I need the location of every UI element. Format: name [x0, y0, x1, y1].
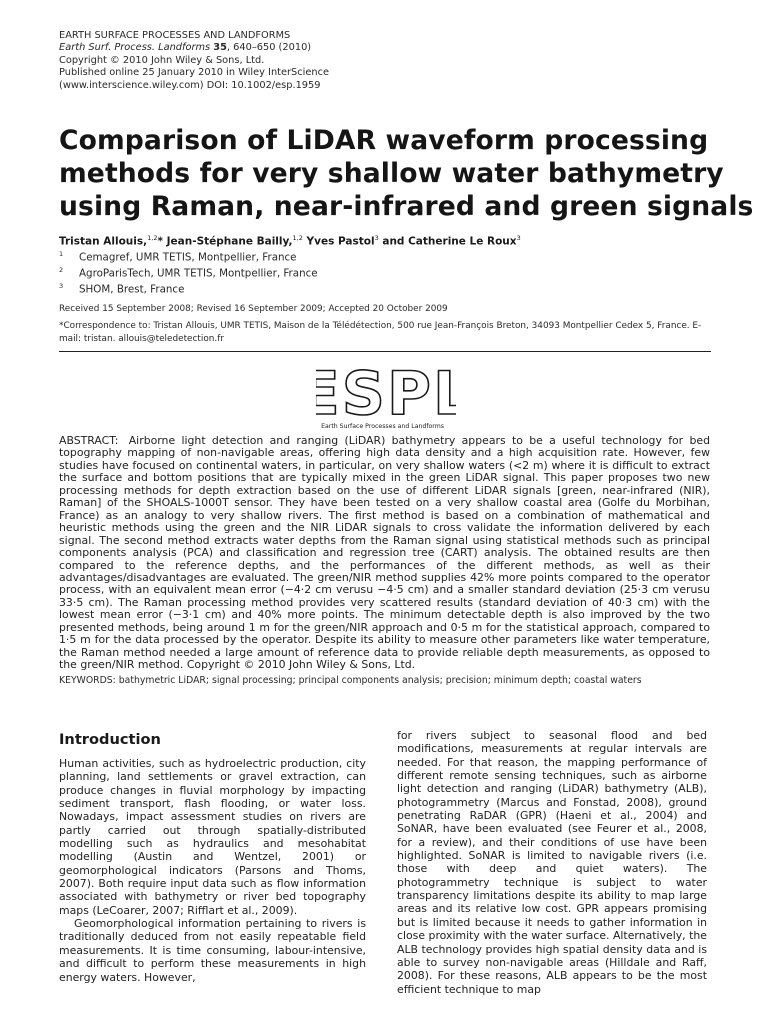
- author-affil-sup: 1,2: [292, 234, 303, 242]
- author-name: Yves Pastol: [302, 235, 375, 248]
- paragraph: Human activities, such as hydroelectric production, city planning, land settlements or gravel extraction, can produce changes in fluvial morphology by impacting sediment transport, flash flooding, or water loss. Nowadays, impact assessment studies on rivers are partly carried out through spatially-distributed modelling such as hydraulics and mesohabitat modelling (Austin and Wentzel, 2001) or geomorphological indicators (Parsons and Thoms, 2007). Both require input data such as flow information associated with bathymetry or river bed topography maps (LeCoarer, 2007; Rifflart et al., 2009).: [59, 757, 366, 917]
- keywords: [59, 675, 642, 686]
- journal-name: EARTH SURFACE PROCESSES AND LANDFORMS: [59, 30, 291, 41]
- author-name: Tristan Allouis,: [59, 235, 148, 248]
- abstract: [59, 435, 710, 672]
- paragraph: for rivers subject to seasonal flood and bed modifications, measurements at regular intervals are needed. For that reason, the mapping performance of different remote sensing techniques, such as airborne light detection and ranging (LiDAR) bathymetry (ALB), photogrammetry (Marcus and Fonstad, 2008), ground penetrating RaDAR (GPR) (Haeni et al., 2004) and SoNAR, have been evaluated (see Feurer et al., 2008, for a review), and their conditions of use have been highlighted. SoNAR is limited to navigable rivers (i.e. those with deep and quiet waters). The photogrammetry technique is subject to water transparency limitations despite its ability to map large areas and its relative low cost. GPR appears promising but is limited because it needs to gather information in close proximity with the water surface. Alternatively, the ALB technology provides high spatial density data and is able to survey non-navigable areas (Hilldale and Raff, 2008). For these reasons, ALB appears to be the most efficient technique to map: [397, 729, 707, 996]
- citation-pages: , 640–650 (2010): [226, 42, 312, 54]
- section-heading-introduction: Introduction: [59, 731, 161, 748]
- logo-subtitle: Earth Surface Processes and Landforms: [321, 423, 444, 430]
- published-line: Published online 25 January 2010 in Wiley InterScience: [59, 67, 330, 79]
- author-list: [59, 234, 521, 248]
- article-title: [59, 124, 754, 223]
- affiliation: [59, 280, 318, 296]
- author-affil-sup: 3: [516, 234, 521, 242]
- keywords-label: KEYWORDS:: [59, 675, 116, 686]
- affiliation-number: 3: [59, 282, 64, 291]
- affiliation: [59, 264, 318, 280]
- author-name: Jean-Stéphane Bailly,: [162, 235, 293, 248]
- received-dates: Received 15 September 2008; Revised 16 September 2009; Accepted 20 October 2009: [59, 304, 448, 314]
- espl-logo: [316, 362, 456, 434]
- keywords-text: bathymetric LiDAR; signal processing; principal components analysis; precision; minimum depth; coastal waters: [118, 675, 642, 686]
- journal-header: [59, 30, 329, 92]
- corresponding-star: *: [157, 235, 163, 248]
- affiliation-text: Cemagref, UMR TETIS, Montpellier, France: [79, 251, 297, 264]
- affiliation-text: AgroParisTech, UMR TETIS, Montpellier, France: [79, 267, 318, 280]
- doi-line[interactable]: (www.interscience.wiley.com) DOI: 10.1002/esp.1959: [59, 79, 321, 91]
- correspondence: *Correspondence to: Tristan Allouis, UMR TETIS, Maison de la Télédétection, 500 rue Jean-François Breton, 34093 Montpellier Cedex 5, France. E-mail: tristan. allouis@teledetection.fr: [59, 321, 702, 344]
- citation-journal: Earth Surf. Process. Landforms: [59, 42, 211, 54]
- affiliation-list: [59, 248, 318, 297]
- logo-wordmark: ESPL: [316, 362, 456, 429]
- affiliation-text: SHOM, Brest, France: [79, 283, 185, 296]
- citation-volume: 35: [213, 42, 227, 54]
- author-name: and Catherine Le Roux: [378, 235, 517, 248]
- title-line: using Raman, near-infrared and green signals: [59, 191, 754, 222]
- body-column-left: [59, 757, 366, 984]
- title-line: methods for very shallow water bathymetry: [59, 158, 724, 189]
- affiliation: [59, 248, 318, 264]
- abstract-text: Airborne light detection and ranging (LiDAR) bathymetry appears to be a useful technology for bed topography mapping of non-navigable areas, offering high data density and a high acquisition rate. However, few studies have focused on continental waters, in particular, on very shallow waters (<2 m) where it is difficult to extract the surface and bottom positions that are typically mixed in the green LiDAR signal. This paper proposes two new processing methods for depth extraction based on the use of different LiDAR signals [green, near-infrared (NIR), Raman] of the SHOALS-1000T sensor. They have been tested on a very shallow coastal area (Golfe du Morbihan, France) as an analogy to very shallow rivers. The first method is based on a combination of mathematical and heuristic methods using the green and the NIR LiDAR signals to cross validate the information delivered by each signal. The second method extracts water depths from the Raman signal using statistical methods such as principal components analysis (PCA) and classification and regression tree (CART) analysis. The obtained results are then compared to the reference depths, and the performances of the different methods, as well as their advantages/disadvantages are evaluated. The green/NIR method supplies 42% more points compared to the operator process, with an equivalent mean error (−4·2 cm verusu −4·5 cm) and a smaller standard deviation (25·3 cm verusu 33·5 cm). The Raman processing method provides very scattered results (standard deviation of 40·3 cm) with the lowest mean error (−3·1 cm) and 40% more points. The minimum detectable depth is also improved by the two presented methods, being around 1 m for the green/NIR approach and 0·5 m for the statistical approach, compared to 1·5 m for the data processed by the operator. Despite its ability to measure other parameters like water temperature, the Raman method needed a large amount of reference data to provide reliable depth measurements, as opposed to the green/NIR method. Copyright © 2010 John Wiley & Sons, Ltd.: [59, 434, 710, 672]
- affiliation-number: 2: [59, 266, 64, 275]
- copyright-line: Copyright © 2010 John Wiley & Sons, Ltd.: [59, 54, 265, 66]
- paragraph: Geomorphological information pertaining to rivers is traditionally deduced from not easily repeatable field measurements. It is time consuming, labour-intensive, and difficult to perform these measurements in high energy waters. However,: [59, 917, 366, 984]
- abstract-label: ABSTRACT:: [59, 434, 119, 447]
- journal-citation: [59, 42, 329, 54]
- header-divider: [59, 351, 711, 352]
- title-line: Comparison of LiDAR waveform processing: [59, 125, 709, 156]
- author-affil-sup: 1,2: [147, 234, 158, 242]
- affiliation-number: 1: [59, 250, 64, 258]
- author-affil-sup: 3: [374, 234, 379, 242]
- body-column-right: [397, 729, 707, 996]
